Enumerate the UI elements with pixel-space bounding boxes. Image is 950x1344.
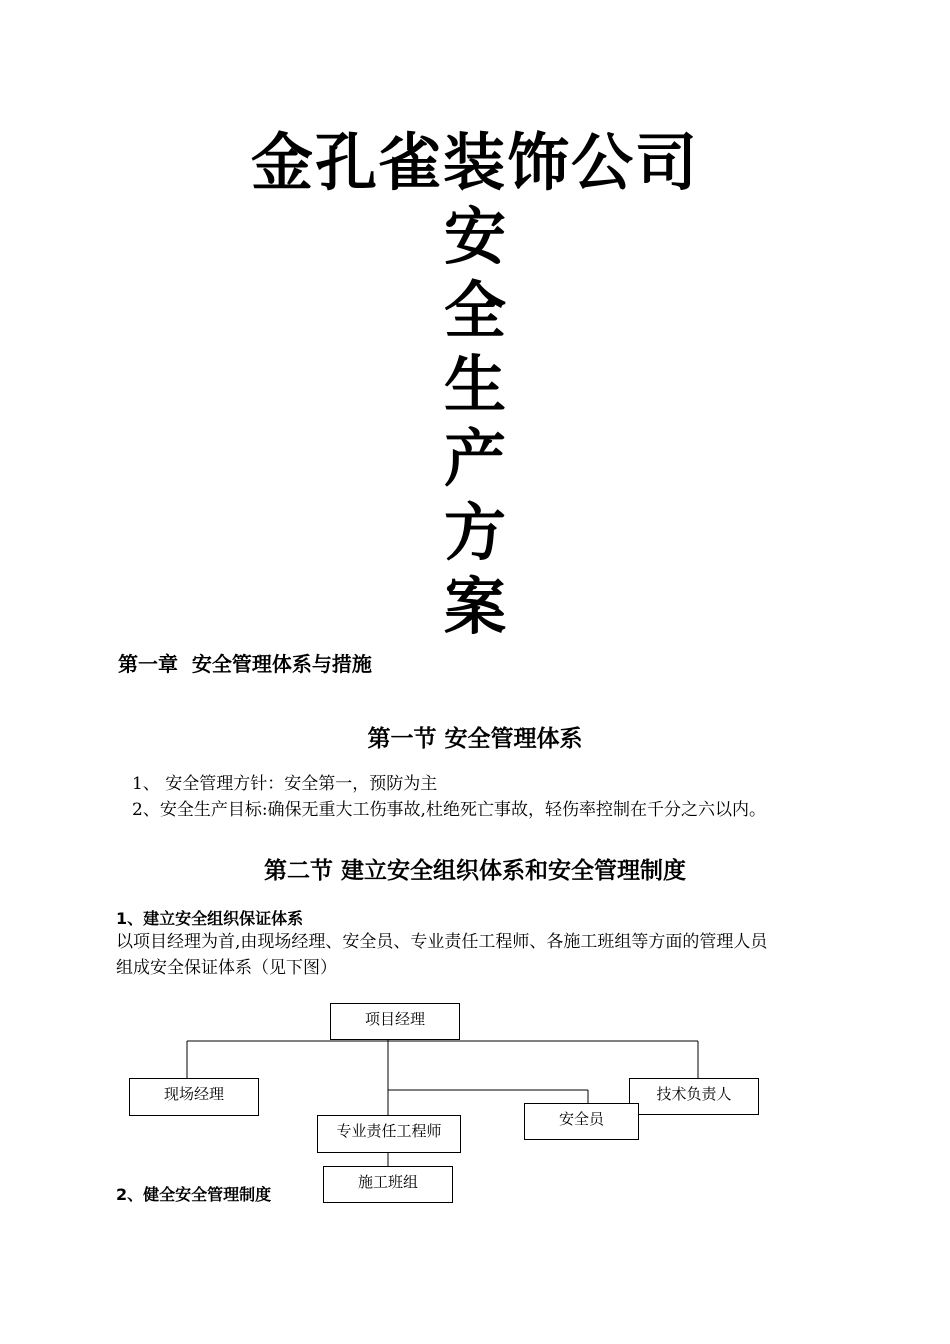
org-box-engineer: 专业责任工程师 (317, 1115, 461, 1153)
subsection1-text-line2: 组成安全保证体系（见下图） (116, 958, 337, 978)
section1-item-2: 2、安全生产目标:确保无重大工伤事故,杜绝死亡事故，轻伤率控制在千分之六以内。 (132, 800, 766, 820)
subsection2-heading: 2、健全安全管理制度 (116, 1185, 272, 1204)
vertical-title-char: 方 (443, 496, 506, 569)
subsection1-text-line1: 以项目经理为首,由现场经理、安全员、专业责任工程师、各施工班组等方面的管理人员 (116, 932, 768, 952)
company-title: 金孔雀装饰公司 (250, 126, 699, 199)
vertical-title-char: 案 (443, 570, 506, 643)
org-box-tech-lead: 技术负责人 (629, 1078, 759, 1115)
org-box-project-manager: 项目经理 (330, 1003, 460, 1040)
org-box-site-manager: 现场经理 (129, 1078, 259, 1116)
vertical-title-char: 生 (443, 348, 506, 421)
vertical-title-char: 产 (443, 422, 506, 495)
section2-heading: 第二节 建立安全组织体系和安全管理制度 (263, 858, 686, 884)
vertical-title-char: 安 (443, 200, 506, 273)
chapter-heading: 第一章 安全管理体系与措施 (118, 652, 372, 676)
section1-item-1: 1、 安全管理方针：安全第一，预防为主 (132, 774, 438, 794)
org-box-work-team: 施工班组 (323, 1166, 453, 1203)
vertical-title-char: 全 (443, 274, 506, 347)
org-box-safety-officer: 安全员 (524, 1103, 639, 1140)
subsection1-heading: 1、建立安全组织保证体系 (116, 909, 304, 928)
section1-heading: 第一节 安全管理体系 (367, 726, 583, 752)
